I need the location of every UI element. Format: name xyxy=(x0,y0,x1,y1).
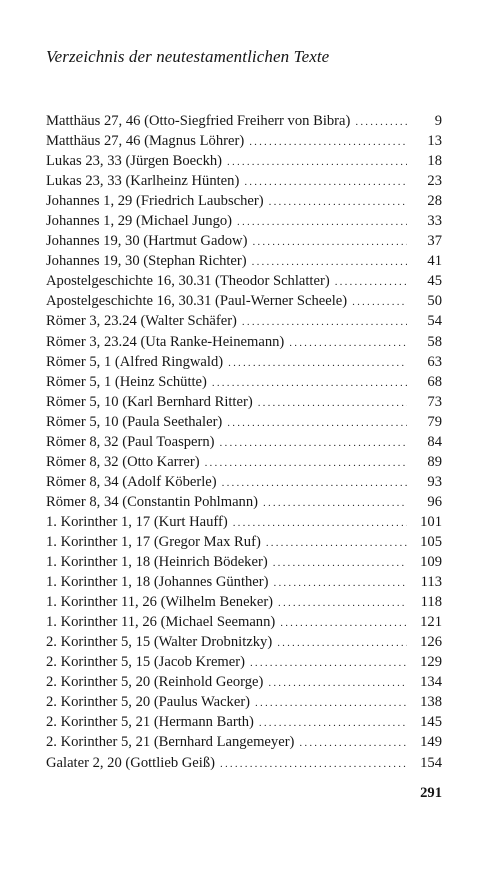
toc-entry-title: Römer 8, 34 (Adolf Köberle) xyxy=(46,473,217,490)
toc-entry-title: 1. Korinther 11, 26 (Wilhelm Beneker) xyxy=(46,594,274,611)
dot-leader xyxy=(269,192,407,212)
toc-entry xyxy=(46,412,442,432)
toc-entry-page: 101 xyxy=(420,513,442,530)
toc-entry-title: Lukas 23, 33 (Karlheinz Hünten) xyxy=(46,173,240,190)
dot-leader xyxy=(220,754,407,774)
toc-entry xyxy=(46,612,442,632)
toc-entry xyxy=(46,151,442,171)
toc-entry-title: Apostelgeschichte 16, 30.31 (Paul-Werner Scheele) xyxy=(46,293,348,310)
dot-leader xyxy=(266,533,407,553)
dot-leader xyxy=(249,132,407,152)
toc-entry-page: 129 xyxy=(420,654,442,671)
toc-entry-page: 63 xyxy=(427,353,442,370)
dot-leader xyxy=(222,473,407,493)
dot-leader xyxy=(259,713,407,733)
toc-entry-title: 2. Korinther 5, 15 (Walter Drobnitzky) xyxy=(46,634,273,651)
toc-entry-page: 134 xyxy=(420,674,442,691)
dot-leader xyxy=(258,393,407,413)
toc-entry-page: 154 xyxy=(420,754,442,771)
toc-entry-page: 149 xyxy=(420,734,442,751)
toc-entry-title: Römer 5, 10 (Karl Bernhard Ritter) xyxy=(46,393,253,410)
dot-leader xyxy=(205,453,407,473)
toc-entry-title: 2. Korinther 5, 20 (Reinhold George) xyxy=(46,674,264,691)
toc-entry-title: Matthäus 27, 46 (Otto-Siegfried Freiherr von Bibra) xyxy=(46,113,351,129)
toc-entry xyxy=(46,592,442,612)
toc-entry-title: Römer 8, 32 (Otto Karrer) xyxy=(46,453,200,470)
toc-entry xyxy=(46,111,442,131)
toc-entry xyxy=(46,452,442,472)
toc-entry-page: 54 xyxy=(427,313,442,330)
toc-entry-title: 1. Korinther 11, 26 (Michael Seemann) xyxy=(46,614,276,631)
toc-entry-title: Matthäus 27, 46 (Magnus Löhrer) xyxy=(46,133,245,150)
toc-entry-page: 105 xyxy=(420,533,442,550)
toc-entry-title: Römer 8, 32 (Paul Toaspern) xyxy=(46,433,215,450)
toc-entry xyxy=(46,753,442,773)
toc-entry-title: 1. Korinther 1, 17 (Gregor Max Ruf) xyxy=(46,533,261,550)
dot-leader xyxy=(252,252,407,272)
toc-entry-page: 113 xyxy=(420,574,442,591)
toc-entry xyxy=(46,131,442,151)
toc-entry-title: 2. Korinther 5, 21 (Bernhard Langemeyer) xyxy=(46,734,295,751)
dot-leader xyxy=(268,673,407,693)
dot-leader xyxy=(244,172,407,192)
toc-entry xyxy=(46,492,442,512)
toc-entry-title: Apostelgeschichte 16, 30.31 (Theodor Schlatter) xyxy=(46,273,330,290)
dot-leader xyxy=(233,513,407,533)
toc-entry-title: Johannes 1, 29 (Friedrich Laubscher) xyxy=(46,193,264,210)
toc-entry xyxy=(46,311,442,331)
toc-entry-title: Johannes 19, 30 (Stephan Richter) xyxy=(46,253,247,270)
toc-entry-page: 79 xyxy=(427,413,442,430)
dot-leader xyxy=(355,112,407,132)
page-number: 291 xyxy=(420,785,442,801)
dot-leader xyxy=(274,573,407,593)
toc-entry xyxy=(46,672,442,692)
toc-entry-page: 118 xyxy=(420,594,442,611)
toc-entry xyxy=(46,432,442,452)
dot-leader xyxy=(220,433,407,453)
toc-entry-page: 138 xyxy=(420,694,442,711)
toc-entry xyxy=(46,392,442,412)
toc-entry-page: 37 xyxy=(427,233,442,250)
toc-entry xyxy=(46,532,442,552)
toc-entry-title: 2. Korinther 5, 20 (Paulus Wacker) xyxy=(46,694,251,711)
toc-entry xyxy=(46,372,442,392)
page-title: Verzeichnis der neutestamentlichen Texte xyxy=(46,47,330,66)
toc-entry-title: Römer 3, 23.24 (Walter Schäfer) xyxy=(46,313,237,330)
toc-entry-title: Römer 5, 1 (Heinz Schütte) xyxy=(46,373,207,390)
toc-entry xyxy=(46,512,442,532)
toc-entry xyxy=(46,291,442,311)
toc-entry-page: 45 xyxy=(427,273,442,290)
toc-entry xyxy=(46,732,442,752)
dot-leader xyxy=(212,373,407,393)
toc-entry-page: 84 xyxy=(427,433,442,450)
toc-entry-page: 18 xyxy=(427,153,442,170)
toc-entry-page: 58 xyxy=(427,333,442,350)
toc-entry-page: 93 xyxy=(427,473,442,490)
dot-leader xyxy=(273,553,407,573)
toc-entry xyxy=(46,572,442,592)
toc-entry-page: 109 xyxy=(420,554,442,571)
dot-leader xyxy=(227,413,407,433)
toc-entry-title: Lukas 23, 33 (Jürgen Boeckh) xyxy=(46,153,223,170)
toc-entry xyxy=(46,692,442,712)
toc-entry-title: Römer 8, 34 (Constantin Pohlmann) xyxy=(46,493,259,510)
dot-leader xyxy=(228,353,407,373)
toc-entry xyxy=(46,171,442,191)
toc-entry-title: 1. Korinther 1, 17 (Kurt Hauff) xyxy=(46,513,228,530)
toc-entry xyxy=(46,231,442,251)
dot-leader xyxy=(352,292,407,312)
toc-entry-title: 1. Korinther 1, 18 (Heinrich Bödeker) xyxy=(46,554,268,571)
dot-leader xyxy=(255,693,407,713)
toc-entry xyxy=(46,191,442,211)
toc-entry-title: Römer 5, 1 (Alfred Ringwald) xyxy=(46,353,224,370)
toc-entry-title: Johannes 19, 30 (Hartmut Gadow) xyxy=(46,233,248,250)
dot-leader xyxy=(277,633,407,653)
dot-leader xyxy=(242,312,407,332)
toc-entry-page: 73 xyxy=(427,393,442,410)
toc-entry xyxy=(46,332,442,352)
toc-entry xyxy=(46,652,442,672)
toc-entry-page: 9 xyxy=(434,113,442,129)
toc-entry-page: 28 xyxy=(427,193,442,210)
dot-leader xyxy=(227,152,407,172)
toc-entry-page: 96 xyxy=(427,493,442,510)
dot-leader xyxy=(252,232,407,252)
toc-entry-page: 68 xyxy=(427,373,442,390)
toc-entry xyxy=(46,712,442,732)
toc-entry-title: 2. Korinther 5, 15 (Jacob Kremer) xyxy=(46,654,245,671)
toc-entry-page: 41 xyxy=(427,253,442,270)
toc-entry xyxy=(46,211,442,231)
toc-entry xyxy=(46,352,442,372)
toc-entry-title: Galater 2, 20 (Gottlieb Geiß) xyxy=(46,754,215,771)
toc-entry-page: 50 xyxy=(427,293,442,310)
toc-entry xyxy=(46,552,442,572)
dot-leader xyxy=(263,493,407,513)
dot-leader xyxy=(237,212,407,232)
toc-entry-page: 145 xyxy=(420,714,442,731)
table-of-contents xyxy=(46,111,442,773)
toc-entry-page: 121 xyxy=(420,614,442,631)
dot-leader xyxy=(278,593,407,613)
toc-entry-page: 126 xyxy=(420,634,442,651)
dot-leader xyxy=(250,653,407,673)
toc-entry-title: 2. Korinther 5, 21 (Hermann Barth) xyxy=(46,714,254,731)
dot-leader xyxy=(335,272,407,292)
dot-leader xyxy=(280,613,407,633)
toc-entry-page: 13 xyxy=(427,133,442,150)
toc-entry-title: Römer 5, 10 (Paula Seethaler) xyxy=(46,413,223,430)
dot-leader xyxy=(289,333,407,353)
toc-entry-page: 89 xyxy=(427,453,442,470)
toc-entry-page: 33 xyxy=(427,213,442,230)
toc-entry-page: 23 xyxy=(427,173,442,190)
toc-entry-title: 1. Korinther 1, 18 (Johannes Günther) xyxy=(46,574,269,591)
toc-entry xyxy=(46,472,442,492)
dot-leader xyxy=(299,733,407,753)
toc-entry xyxy=(46,271,442,291)
toc-entry-title: Römer 3, 23.24 (Uta Ranke-Heinemann) xyxy=(46,333,285,350)
toc-entry xyxy=(46,251,442,271)
toc-entry xyxy=(46,632,442,652)
toc-entry-title: Johannes 1, 29 (Michael Jungo) xyxy=(46,213,233,230)
